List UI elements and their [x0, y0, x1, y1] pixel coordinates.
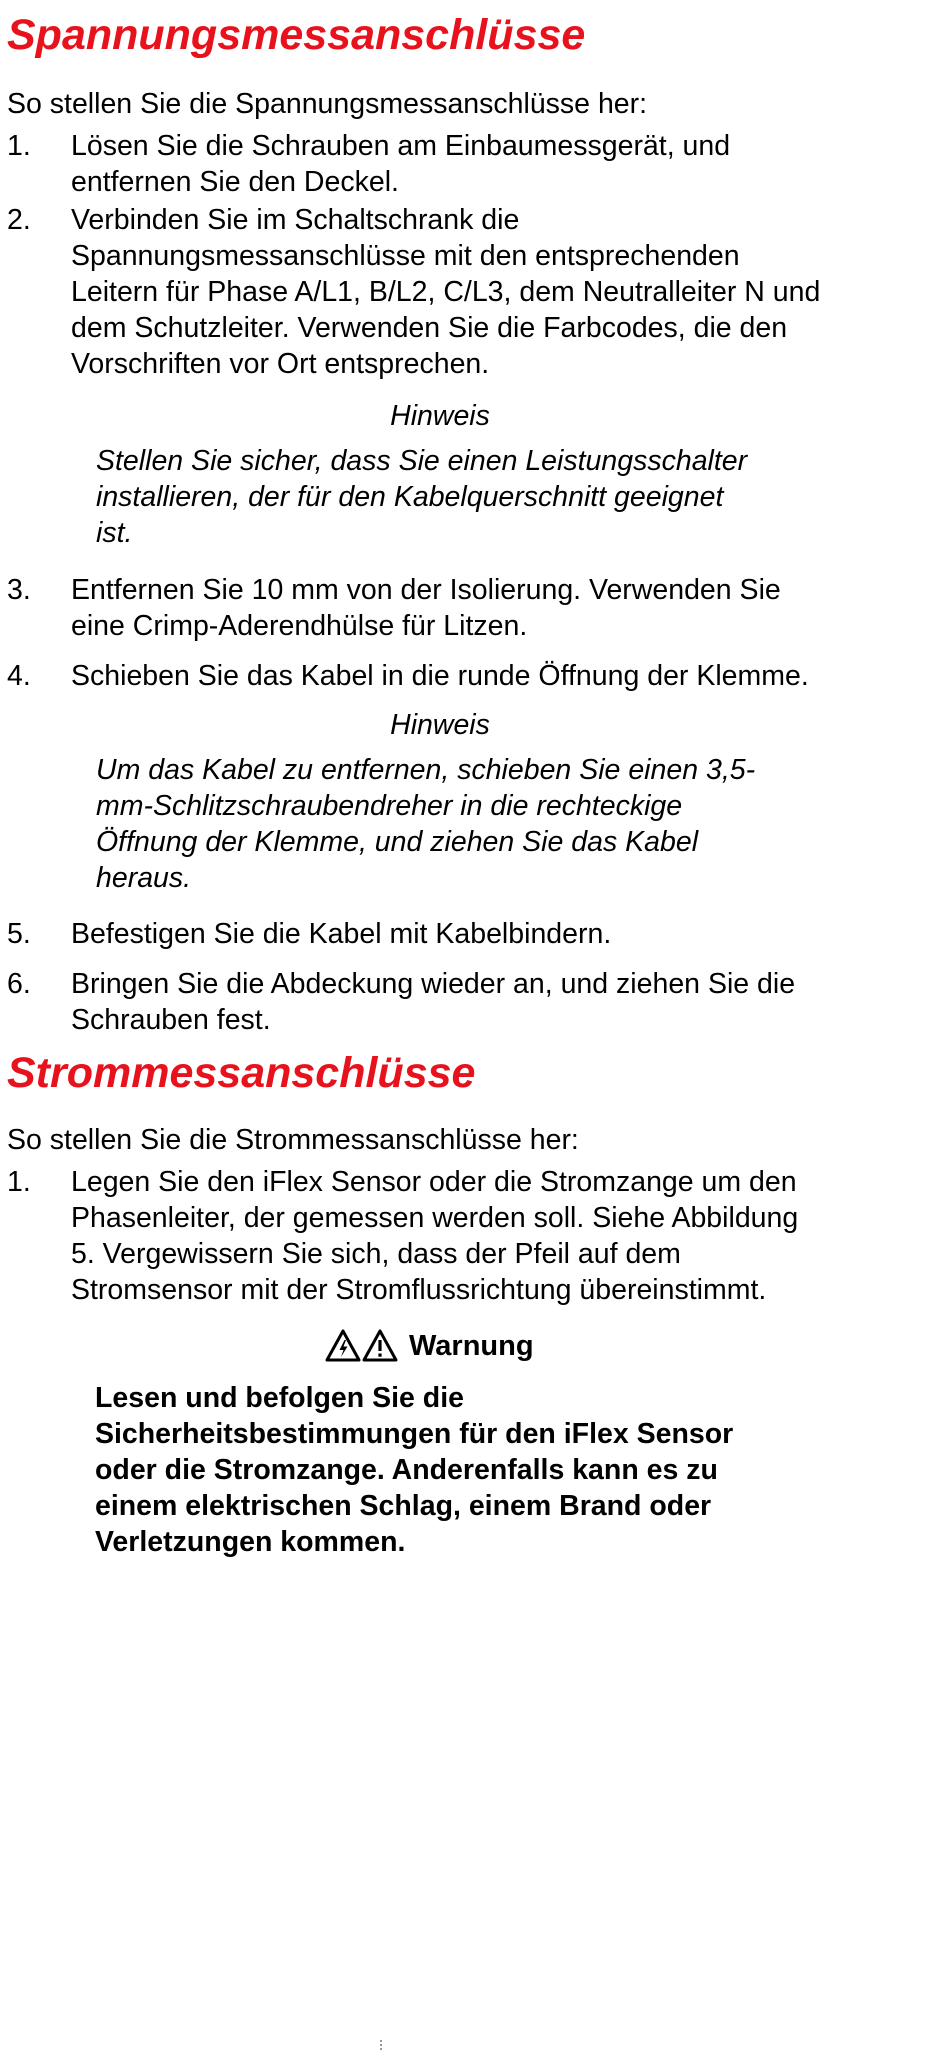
step-text: Legen Sie den iFlex Sensor oder die Stromzange um den Phasenleiter, der gemessen werden soll. Siehe Abbildung 5. Vergewissern Sie sich, dass der Pfeil auf dem Stromsensor mit der Stromflussrichtung übereinstimmt. — [71, 1166, 799, 1306]
warning-text: Lesen und befolgen Sie die Sicherheitsbestimmungen für den iFlex Sensor oder die Stromzange. Anderenfalls kann es zu einem elektrischen Schlag, einem Brand oder Verletzungen kommen. — [95, 1382, 734, 1558]
step-number: 2. — [7, 204, 31, 236]
section-intro-voltage: So stellen Sie die Spannungsmessanschlüsse her: — [7, 88, 648, 120]
step-text: Befestigen Sie die Kabel mit Kabelbindern. — [71, 918, 612, 950]
step-number: 4. — [7, 660, 31, 692]
note-text: Um das Kabel zu entfernen, schieben Sie einen 3,5- mm-Schlitzschraubendreher in die rechteckige Öffnung der Klemme, und ziehen Sie das Kabel heraus. — [96, 754, 756, 894]
step-text: Verbinden Sie im Schaltschrank die Spannungsmessanschlüsse mit den entsprechenden Leitern für Phase A/L1, B/L2, C/L3, dem Neutralleiter N und dem Schutzleiter. Verwenden Sie die Farbcodes, die den Vorschriften vor Ort entsprechen. — [71, 204, 821, 380]
step-number: 3. — [7, 574, 31, 606]
step-number: 1. — [7, 130, 31, 162]
step-number: 6. — [7, 968, 31, 1000]
warning-title: Warnung — [409, 1330, 534, 1362]
step-text: Entfernen Sie 10 mm von der Isolierung. Verwenden Sie eine Crimp-Aderendhülse für Litzen. — [71, 574, 781, 642]
step-number: 5. — [7, 918, 31, 950]
general-warning-icon — [362, 1329, 398, 1363]
step-text: Lösen Sie die Schrauben am Einbaumessgerät, und entfernen Sie den Deckel. — [71, 130, 731, 198]
step-text: Schieben Sie das Kabel in die runde Öffnung der Klemme. — [71, 660, 809, 692]
note-title: Hinweis — [390, 400, 490, 432]
section-title-current: Strommessanschlüsse — [7, 1049, 476, 1097]
electric-shock-hazard-icon — [325, 1329, 361, 1363]
note-text: Stellen Sie sicher, dass Sie einen Leistungsschalter installieren, der für den Kabelquerschnitt geeignet ist. — [96, 445, 748, 549]
step-number: 1. — [7, 1166, 31, 1198]
section-intro-current: So stellen Sie die Strommessanschlüsse her: — [7, 1124, 579, 1156]
step-text: Bringen Sie die Abdeckung wieder an, und ziehen Sie die Schrauben fest. — [71, 968, 796, 1036]
note-title: Hinweis — [390, 709, 490, 741]
section-title-voltage: Spannungsmessanschlüsse — [7, 11, 586, 59]
warning-heading — [325, 1326, 534, 1366]
page-footer-mark — [380, 2040, 384, 2050]
